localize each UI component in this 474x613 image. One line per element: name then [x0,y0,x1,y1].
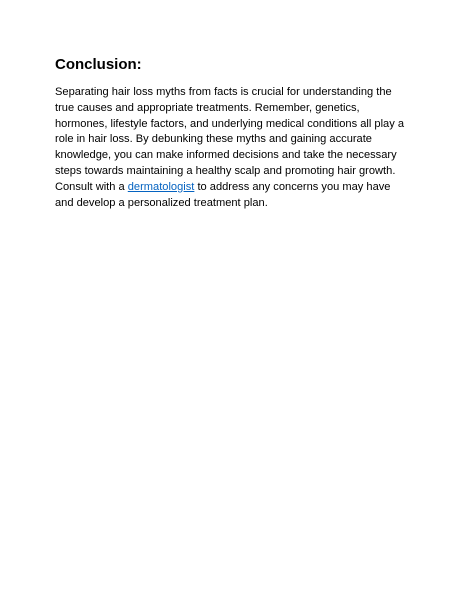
paragraph-line-with-link [55,180,433,196]
paragraph-line: and develop a personalized treatment plan. [55,196,268,209]
consult-prefix-text: Consult with a [55,180,128,193]
paragraph-line: role in hair loss. By debunking these myths and gaining accurate [55,133,372,146]
paragraph-line: true causes and appropriate treatments. Remember, genetics, [55,101,360,114]
paragraph-line: knowledge, you can make informed decisions and take the necessary [55,149,397,162]
section-heading: Conclusion: [55,56,142,73]
consult-suffix-text: to address any concerns you may have [194,180,391,193]
paragraph-line: steps towards maintaining a healthy scalp and promoting hair growth. [55,164,396,177]
conclusion-paragraph [55,85,433,211]
paragraph-line: Separating hair loss myths from facts is crucial for understanding the [55,86,392,98]
dermatologist-link[interactable]: dermatologist [127,180,195,193]
paragraph-line: hormones, lifestyle factors, and underlying medical conditions all play a [55,117,405,130]
